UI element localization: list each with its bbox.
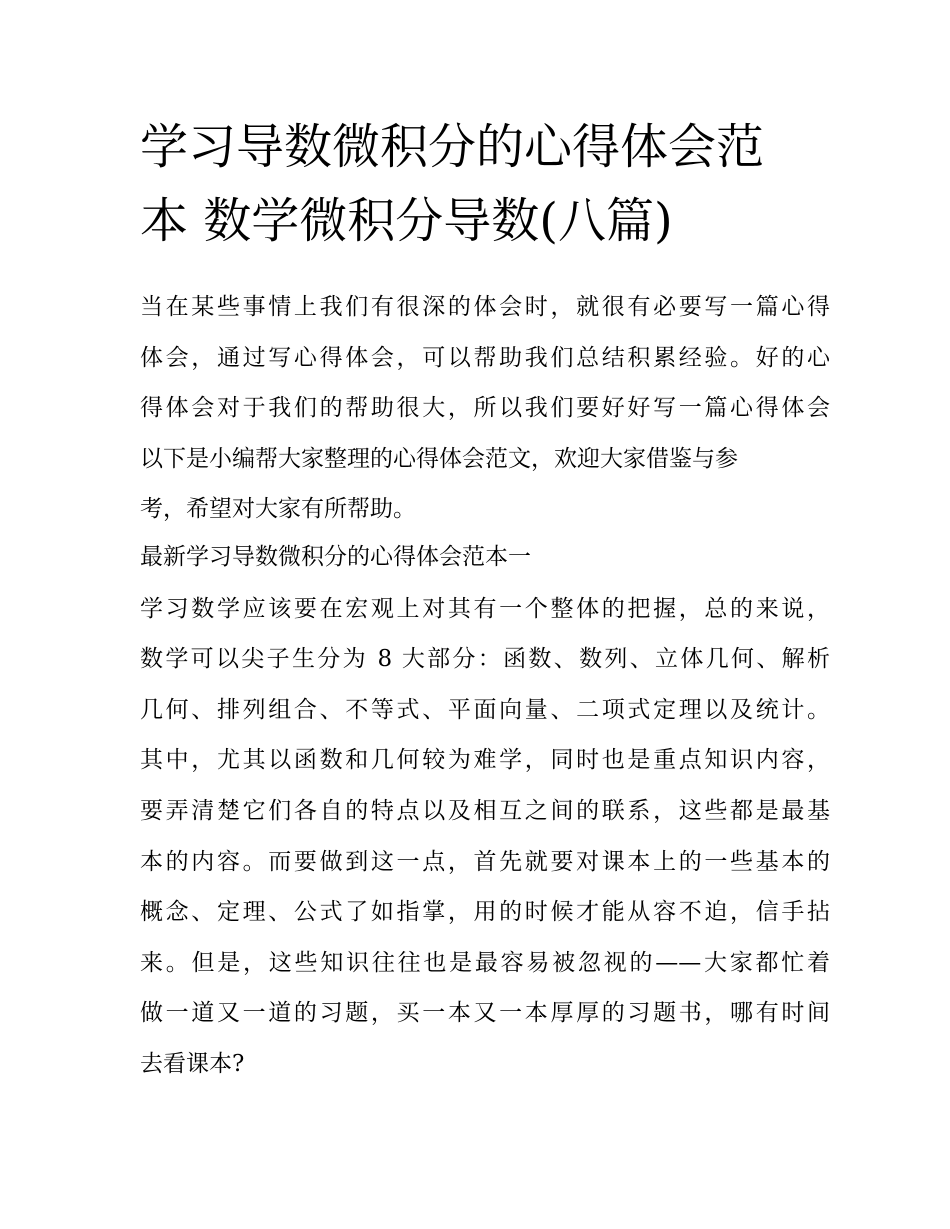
intro-line-5: 考，希望对大家有所帮助。 (140, 496, 416, 523)
section-line-1: 学习数学应该要在宏观上对其有一个整体的把握，总的来说， (140, 595, 830, 622)
intro-line-2: 体会，通过写心得体会，可以帮助我们总结积累经验。好的心 (140, 344, 830, 371)
section-line-5: 要弄清楚它们各自的特点以及相互之间的联系，这些都是最基 (140, 797, 830, 824)
section-line-3: 几何、排列组合、不等式、平面向量、二项式定理以及统计。 (140, 696, 830, 723)
intro-line-4: 以下是小编帮大家整理的心得体会范文，欢迎大家借鉴与参 (140, 445, 738, 472)
section-line-4: 其中，尤其以函数和几何较为难学，同时也是重点知识内容， (140, 747, 830, 774)
section-line-7: 概念、定理、公式了如指掌，用的时候才能从容不迫，信手拈 (140, 899, 830, 926)
section-line-6: 本的内容。而要做到这一点，首先就要对课本上的一些基本的 (140, 848, 830, 875)
section-paragraph (140, 584, 830, 1090)
section-line-10: 去看课本? (140, 1050, 245, 1077)
intro-line-1: 当在某些事情上我们有很深的体会时，就很有必要写一篇心得 (140, 294, 830, 320)
section-line-9: 做一道又一道的习题，买一本又一本厚厚的习题书，哪有时间 (140, 1000, 830, 1027)
section-line-2: 数学可以尖子生分为 8 大部分：函数、数列、立体几何、解析 (140, 646, 830, 673)
section-heading: 最新学习导数微积分的心得体会范本一 (140, 543, 531, 570)
document-body (140, 282, 830, 1090)
title-line-1: 学习导数微积分的心得体会范 (140, 119, 765, 175)
document-title (140, 110, 830, 258)
section-line-8: 来。但是，这些知识往往也是最容易被忽视的——大家都忙着 (140, 949, 830, 976)
intro-line-3: 得体会对于我们的帮助很大，所以我们要好好写一篇心得体会 (140, 395, 830, 422)
title-line-2: 本 数学微积分导数(八篇) (140, 193, 673, 249)
intro-paragraph (140, 282, 830, 535)
